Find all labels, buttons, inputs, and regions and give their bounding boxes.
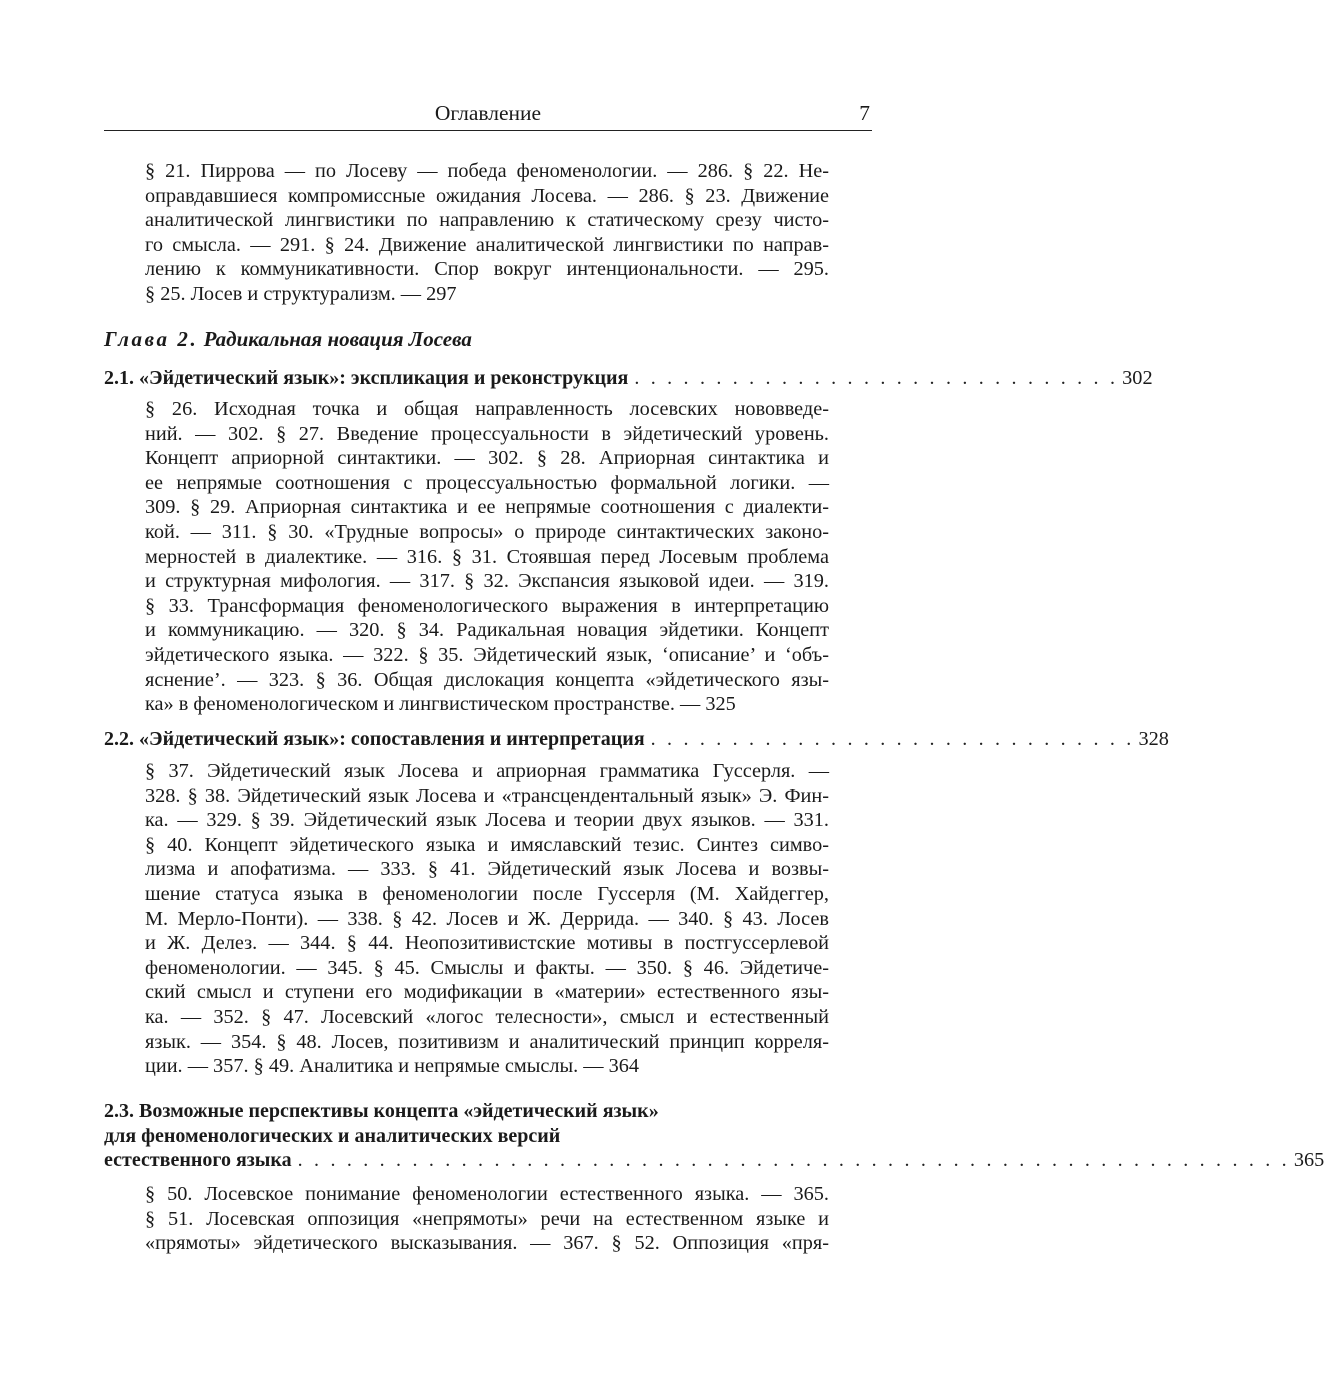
- text-line: язык. — 354. § 48. Лосев, позитивизм и аналитический принцип корреля-: [145, 1030, 829, 1053]
- running-title: Оглавление: [434, 101, 542, 125]
- section-page-number: 328: [1138, 728, 1169, 750]
- page-number: 7: [859, 101, 870, 125]
- text-line: феноменологии. — 345. § 45. Смыслы и факты. — 350. § 46. Эйдетиче-: [145, 956, 829, 979]
- leader-dots: . . . . . . . . . . . . . . . . . . . . . . . . . . . . . .: [634, 367, 1119, 389]
- text-line: шение статуса языка в феноменологии после Гуссерля (М. Хайдеггер,: [145, 882, 829, 905]
- text-line: ка. — 352. § 47. Лосевский «логос телесности», смысл и естественный: [145, 1005, 829, 1028]
- running-head: [104, 98, 872, 131]
- text-line: § 25. Лосев и структурализм. — 297: [145, 282, 457, 305]
- text-line: и Ж. Делез. — 344. § 44. Неопозитивистские мотивы в постгуссерлевой: [145, 932, 829, 955]
- section-2-2-paragraph: [145, 759, 829, 1079]
- toc-entry-2-2[interactable]: [104, 727, 1169, 752]
- text-line: 309. § 29. Априорная синтактика и ее непрямые соотношения с диалекти-: [145, 496, 829, 519]
- section-2-1-paragraph: [145, 397, 829, 717]
- section-page-number: 365: [1293, 1149, 1324, 1172]
- text-line: Концепт априорной синтактики. — 302. § 28. Априорная синтактика и: [145, 447, 829, 470]
- text-line: М. Мерло-Понти). — 338. § 42. Лосев и Ж. Деррида. — 340. § 43. Лосев: [145, 907, 829, 930]
- section-title: 2.2. «Эйдетический язык»: сопоставления и интерпретация: [104, 728, 645, 750]
- text-line: «прямоты» эйдетического высказывания. — 367. § 52. Оппозиция «пря-: [145, 1232, 829, 1255]
- leader-dots: . . . . . . . . . . . . . . . . . . . . . . . . . . . . . .: [650, 728, 1135, 750]
- text-line: лизма и апофатизма. — 333. § 41. Эйдетический язык Лосева и возвы-: [145, 858, 829, 881]
- text-line: § 33. Трансформация феноменологического выражения в интерпретацию: [145, 594, 829, 617]
- text-line: ции. — 357. § 49. Аналитика и непрямые смыслы. — 364: [145, 1055, 639, 1078]
- section-page-number: 302: [1122, 367, 1153, 389]
- intro-paragraph: [145, 159, 829, 307]
- text-line: и структурная мифология. — 317. § 32. Экспансия языковой идеи. — 319.: [145, 570, 829, 593]
- chapter-heading: [104, 326, 472, 352]
- text-line: и коммуникацию. — 320. § 34. Радикальная новация эйдетики. Концепт: [145, 619, 829, 642]
- text-line: § 51. Лосевская оппозиция «непрямоты» речи на естественном языке и: [145, 1207, 829, 1230]
- leader-dots: . . . . . . . . . . . . . . . . . . . . . . . . . . . . . . . . . . . . . . . . . . . . . . . . . . . . . . . . . . . . .: [297, 1149, 1290, 1172]
- text-line: 328. § 38. Эйдетический язык Лосева и «трансцендентальный язык» Э. Фин-: [145, 784, 829, 807]
- section-2-3-paragraph: [145, 1182, 829, 1256]
- text-line: мерностей в диалектике. — 316. § 31. Стоявшая перед Лосевым проблема: [145, 545, 829, 568]
- text-line: ка» в феноменологическом и лингвистическом пространстве. — 325: [145, 693, 736, 716]
- text-line: § 40. Концепт эйдетического языка и имяславский тезис. Синтез симво-: [145, 833, 829, 856]
- text-line: § 21. Пиррова — по Лосеву — победа феноменологии. — 286. § 22. Не-: [145, 160, 829, 182]
- text-line: § 26. Исходная точка и общая направленность лосевских нововведе-: [145, 398, 829, 420]
- text-line: лению к коммуникативности. Спор вокруг интенциональности. — 295.: [145, 258, 829, 281]
- text-line: эйдетического языка. — 322. § 35. Эйдетический язык, ‘описание’ и ‘объ-: [145, 643, 829, 666]
- toc-entry-2-3[interactable]: [104, 1099, 1324, 1173]
- toc-entry-2-1[interactable]: [104, 366, 1153, 391]
- text-line: кой. — 311. § 30. «Трудные вопросы» о природе синтактических законо-: [145, 520, 829, 543]
- section-title-line: 2.3. Возможные перспективы концепта «эйдетический язык»: [104, 1100, 659, 1122]
- text-line: го смысла. — 291. § 24. Движение аналитической лингвистики по направ-: [145, 233, 829, 256]
- text-line: оправдавшиеся компромиссные ожидания Лосева. — 286. § 23. Движение: [145, 184, 829, 207]
- text-line: аналитической лингвистики по направлению к статическому срезу чисто-: [145, 209, 829, 232]
- text-line: ка. — 329. § 39. Эйдетический язык Лосева и теории двух языков. — 331.: [145, 809, 829, 832]
- text-line: ний. — 302. § 27. Введение процессуальности в эйдетический уровень.: [145, 422, 829, 445]
- text-line: § 37. Эйдетический язык Лосева и априорная грамматика Гуссерля. —: [145, 760, 829, 782]
- text-line: ее непрямые соотношения с процессуальностью формальной логики. —: [145, 471, 829, 494]
- text-line: ский смысл и ступени его модификации в «материи» естественного язы-: [145, 981, 829, 1004]
- section-title-line: естественного языка: [104, 1149, 292, 1172]
- section-title-line: для феноменологических и аналитических версий: [104, 1124, 561, 1147]
- section-title: 2.1. «Эйдетический язык»: экспликация и реконструкция: [104, 367, 629, 389]
- chapter-label: Глава 2.: [104, 327, 199, 351]
- chapter-title: Радикальная новация Лосева: [203, 327, 472, 351]
- text-line: § 50. Лосевское понимание феноменологии естественного языка. — 365.: [145, 1183, 829, 1205]
- text-line: яснение’. — 323. § 36. Общая дислокация концепта «эйдетического язы-: [145, 668, 829, 691]
